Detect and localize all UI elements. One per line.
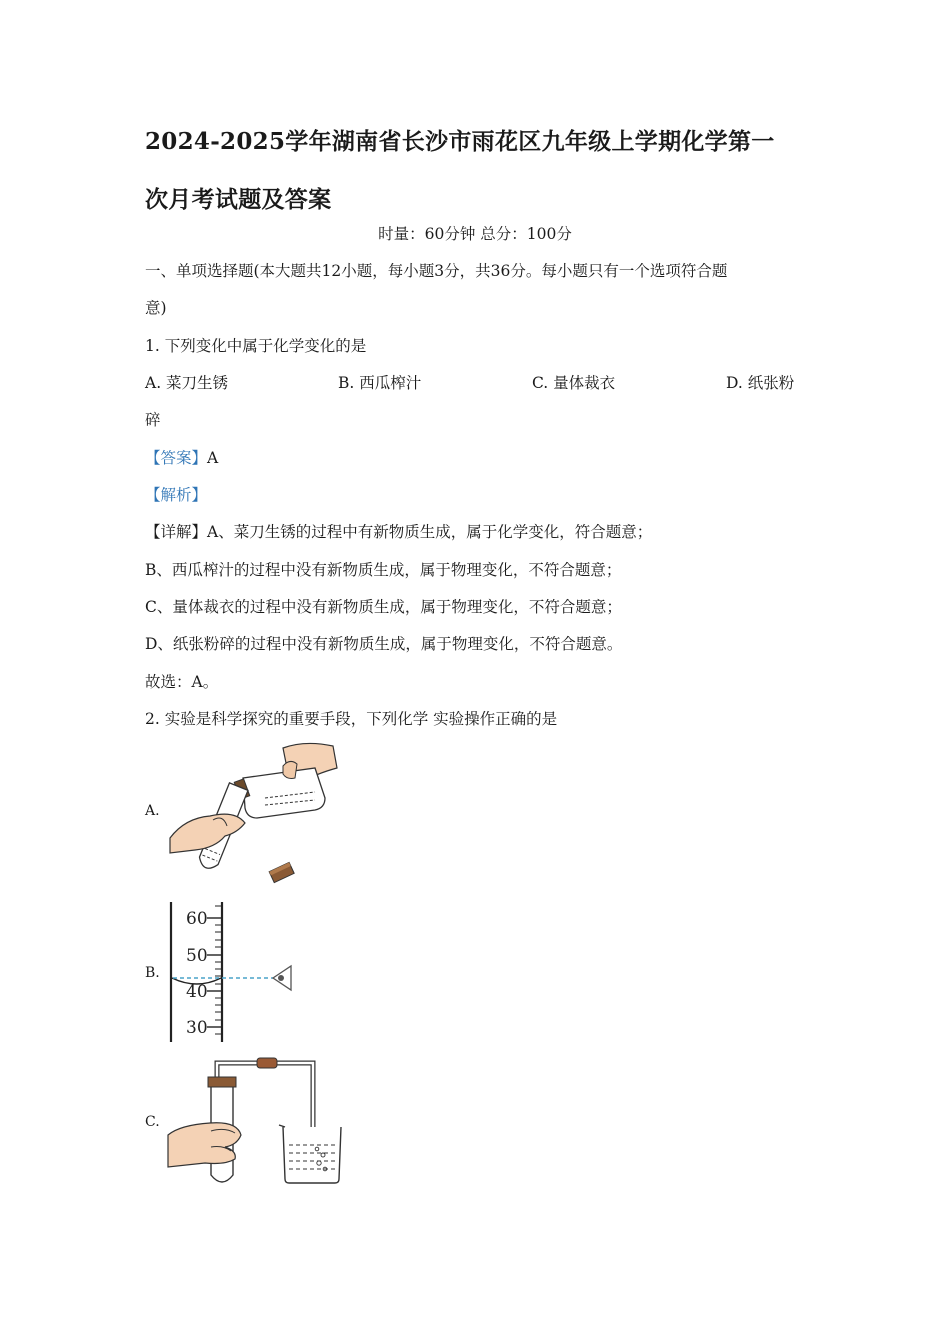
q1-answer bbox=[145, 448, 218, 468]
figure-airtightness-check bbox=[165, 1055, 345, 1190]
q1-option-a: A. 菜刀生锈 bbox=[145, 374, 229, 392]
answer-tag: 【答案】 bbox=[145, 449, 208, 467]
tick-label-50: 50 bbox=[186, 946, 208, 966]
q1-detail-d: D、纸张粉碎的过程中没有新物质生成，属于物理变化，不符合题意。 bbox=[145, 635, 623, 653]
section-heading-line-1: 一、单项选择题(本大题共12小题，每小题3分，共36分。每小题只有一个选项符合题 bbox=[145, 262, 728, 280]
q1-detail-a: 【详解】A、菜刀生锈的过程中有新物质生成，属于化学变化，符合题意； bbox=[145, 523, 653, 541]
q1-conclusion: 故选：A。 bbox=[145, 673, 219, 691]
q2-label-b: B. bbox=[145, 965, 160, 981]
q2-label-a: A. bbox=[145, 803, 160, 819]
tick-label-60: 60 bbox=[186, 909, 208, 929]
title-line-1: 2024-2025学年湖南省长沙市雨花区九年级上学期化学第一 bbox=[145, 128, 775, 155]
answer-value: A bbox=[207, 449, 219, 467]
question-1-stem: 1. 下列变化中属于化学变化的是 bbox=[145, 337, 367, 355]
q1-detail-c: C、量体裁衣的过程中没有新物质生成，属于物理变化，不符合题意； bbox=[145, 598, 622, 616]
hand-c-icon bbox=[168, 1123, 241, 1167]
q1-option-d: D. 纸张粉 bbox=[726, 374, 795, 392]
stopper-icon bbox=[269, 862, 294, 882]
document-title bbox=[145, 113, 810, 229]
section-heading-line-2: 意) bbox=[145, 299, 167, 317]
question-2-stem: 2. 实验是科学探究的重要手段，下列化学 实验操作正确的是 bbox=[145, 710, 558, 728]
figure-pouring-liquid bbox=[165, 738, 345, 888]
q1-option-b: B. 西瓜榨汁 bbox=[338, 374, 422, 392]
q1-detail-b: B、西瓜榨汁的过程中没有新物质生成，属于物理变化，不符合题意； bbox=[145, 561, 622, 579]
eye-icon bbox=[273, 966, 291, 990]
q1-option-d-wrap: 碎 bbox=[145, 411, 161, 429]
q1-analysis-tag: 【解析】 bbox=[145, 486, 208, 504]
figure-cylinder-reading bbox=[165, 898, 300, 1046]
rubber-connector bbox=[257, 1058, 277, 1068]
title-line-2: 次月考试题及答案 bbox=[145, 186, 332, 213]
tick-label-30: 30 bbox=[186, 1018, 208, 1038]
hand-left-icon bbox=[170, 814, 245, 853]
tick-label-40: 40 bbox=[186, 982, 208, 1002]
q2-label-c: C. bbox=[145, 1114, 160, 1130]
beaker-icon bbox=[283, 1127, 341, 1183]
stopper-c bbox=[208, 1077, 236, 1087]
exam-meta: 时量：60分钟 总分：100分 bbox=[378, 225, 572, 243]
q1-option-c: C. 量体裁衣 bbox=[532, 374, 616, 392]
